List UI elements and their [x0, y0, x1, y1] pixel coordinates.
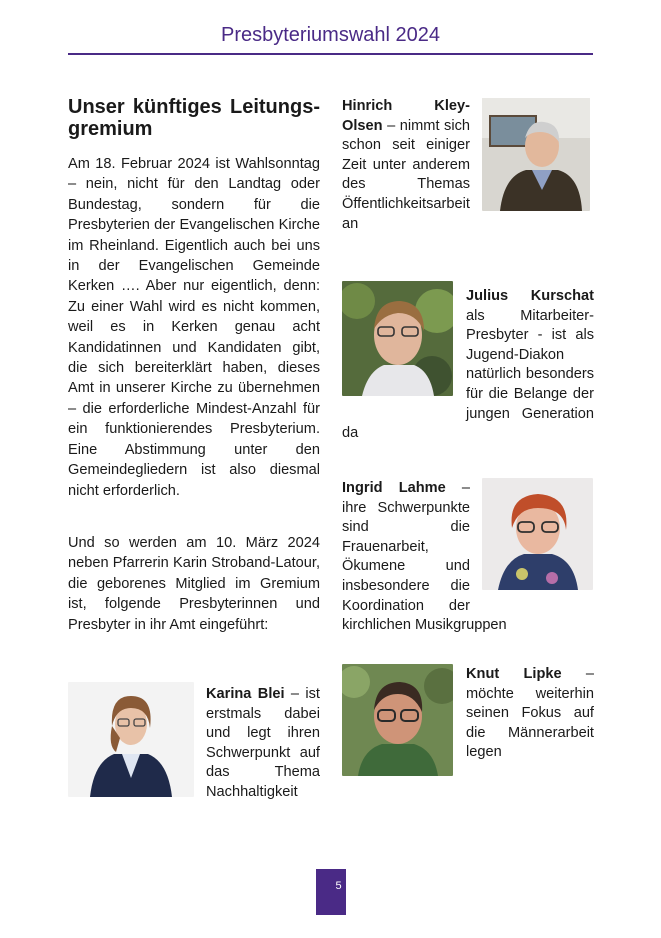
candidate-name: Knut Lipke	[466, 666, 562, 682]
bio-julius-kurschat	[342, 287, 594, 444]
bio-karina-blei	[206, 685, 320, 803]
photo-hinrich-kley-olsen	[482, 98, 590, 211]
photo-karina-blei	[68, 682, 194, 797]
candidate-name: Hinrich Kley-Olsen	[342, 98, 470, 134]
candidate-text: – möchte weiterhin seinen Fokus auf die Männerarbeit legen	[466, 666, 595, 761]
article-headline: Unser künftiges Leitungs-gremium	[68, 96, 320, 140]
bio-hinrich-kley-olsen	[342, 97, 470, 234]
header-title: Presbyteriumswahl 2024	[221, 24, 440, 46]
candidate-text: als Mitarbeiter-Presbyter - ist als Jugend-Diakon natürlich besonders für die Belange der jungen Generation da	[342, 307, 594, 442]
candidate-name: Karina Blei	[206, 686, 285, 702]
candidate-text: – nimmt sich schon seit einiger Zeit unter anderem des Themas Öffentlichkeitsarbeit an	[342, 117, 470, 232]
article-paragraph-2: Und so werden am 10. März 2024 neben Pfarrerin Karin Stroband-Latour, die geborenes Mitglied im Gremium ist, folgende Presbyterinnen und Presbyter in ihr Amt eingeführt:	[68, 535, 320, 633]
article-paragraph-1: Am 18. Februar 2024 ist Wahlsonntag – nein, nicht für den Landtag oder Bundestag, sondern für die Presbyterien der Evangelischen Kirche im Rheinland. Eigentlich auch bei uns in der Evangelischen Gemeinde Kerken …. Aber nur eigentlich, denn: Zu einer Wahl wird es nicht kommen, weil es in Kerken genau acht Kandidatinnen und Kandidaten gibt, die sich bereiterklärt haben, dieses Amt in unserer Kirche zu übernehmen – die erforderliche Mindest-Anzahl für ein funktionierendes Presbyterium. Eine Abstimmung unter den Gemeindegliedern ist also diesmal nicht erforderlich.	[68, 156, 320, 499]
page-tab-inner	[331, 869, 346, 915]
candidate-text: – ihre Schwerpunkte sind die Frauenarbeit, Ökumene und insbesondere die Koordination der kirchlichen Musikgruppen	[342, 480, 507, 634]
bio-ingrid-lahme	[342, 479, 594, 636]
page-number: 5	[335, 880, 342, 892]
bio-knut-lipke	[466, 665, 594, 763]
photo-knut-lipke	[342, 664, 453, 776]
page-tab	[316, 869, 331, 915]
candidate-name: Ingrid Lahme	[342, 480, 446, 496]
candidate-name: Julius Kurschat	[466, 288, 594, 304]
header-rule	[68, 53, 593, 55]
candidate-text: – ist erstmals dabei und legt ihren Schwerpunkt auf das Thema Nachhaltigkeit	[206, 686, 320, 800]
